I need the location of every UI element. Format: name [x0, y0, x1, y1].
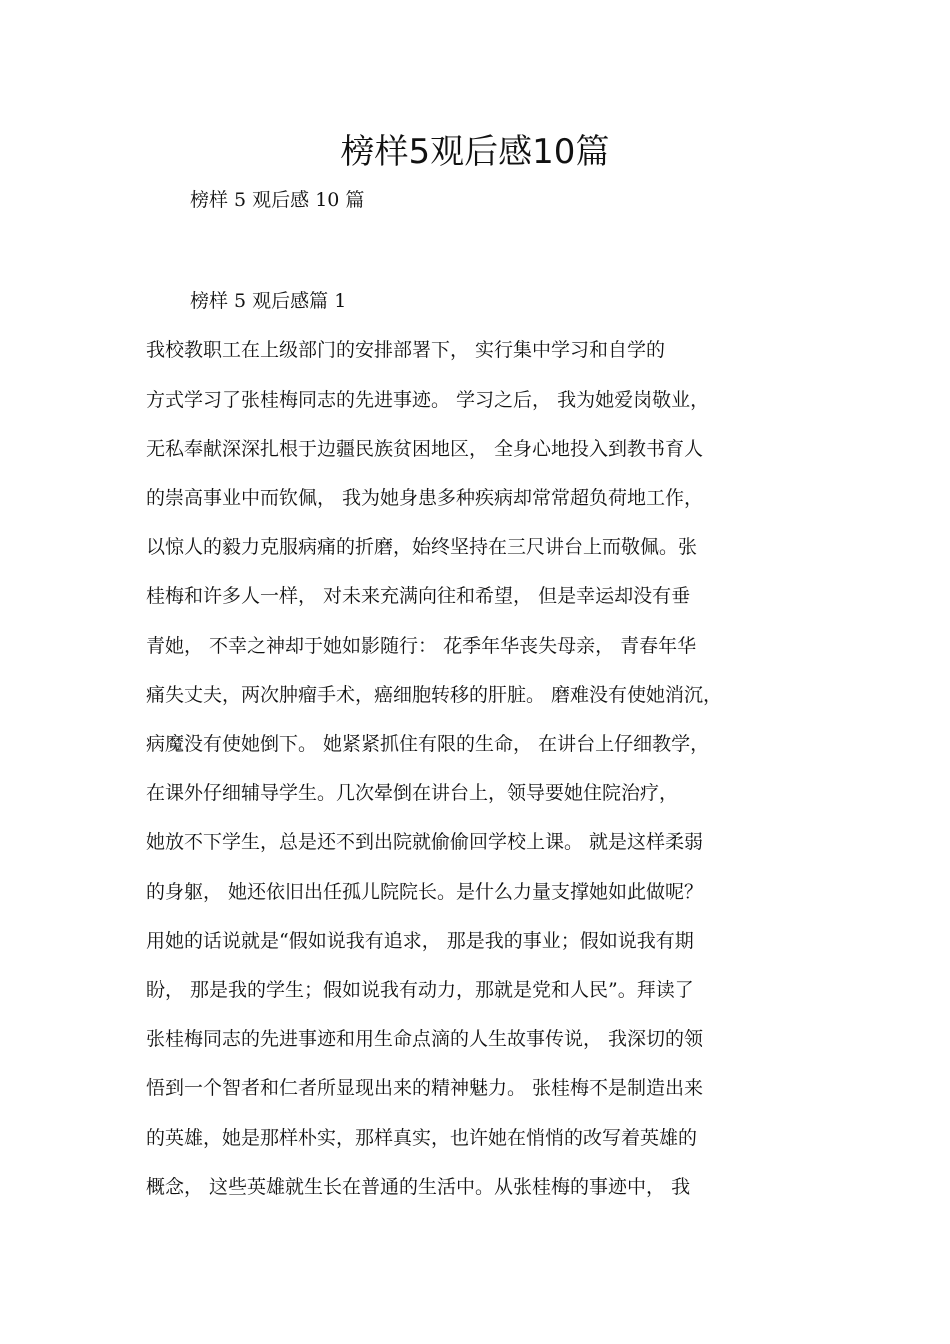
body-line: 桂梅和许多人一样， 对未来充满向往和希望， 但是幸运却没有垂: [146, 585, 691, 607]
body-line: 的英雄，她是那样朴实，那样真实，也许她在悄悄的改写着英雄的: [146, 1127, 698, 1149]
body-line: 的身躯， 她还依旧出任孤儿院院长。是什么力量支撑她如此做呢？: [146, 881, 704, 903]
document-subtitle: 榜样 5 观后感 10 篇: [190, 189, 365, 211]
body-line: 用她的话说就是“假如说我有追求， 那是我的事业；假如说我有期: [146, 930, 694, 952]
section-heading: 榜样 5 观后感篇 1: [190, 290, 347, 312]
body-line: 概念， 这些英雄就生长在普通的生活中。从张桂梅的事迹中， 我: [146, 1176, 691, 1198]
document-title: 榜样5观后感10篇: [340, 132, 610, 172]
body-line: 方式学习了张桂梅同志的先进事迹。 学习之后， 我为她爱岗敬业，: [146, 389, 710, 411]
body-line: 在课外仔细辅导学生。几次晕倒在讲台上，领导要她住院治疗，: [146, 782, 679, 804]
body-line: 悟到一个智者和仁者所显现出来的精神魅力。 张桂梅不是制造出来: [146, 1077, 704, 1099]
body-line: 盼， 那是我的学生；假如说我有动力，那就是党和人民”。拜读了: [146, 979, 694, 1001]
body-line: 无私奉献深深扎根于边疆民族贫困地区， 全身心地投入到教书育人: [146, 438, 704, 460]
body-line: 痛失丈夫，两次肿瘤手术，癌细胞转移的肝脏。 磨难没有使她消沉，: [146, 684, 723, 706]
body-line: 我校教职工在上级部门的安排部署下， 实行集中学习和自学的: [146, 339, 666, 361]
body-line: 青她， 不幸之神却于她如影随行： 花季年华丧失母亲， 青春年华: [146, 635, 697, 657]
body-line: 她放不下学生，总是还不到出院就偷偷回学校上课。 就是这样柔弱: [146, 831, 704, 853]
body-line: 病魔没有使她倒下。 她紧紧抓住有限的生命， 在讲台上仔细教学，: [146, 733, 710, 755]
body-line: 的崇高事业中而钦佩， 我为她身患多种疾病却常常超负荷地工作，: [146, 487, 704, 509]
body-line: 以惊人的毅力克服病痛的折磨，始终坚持在三尺讲台上而敬佩。张: [146, 536, 698, 558]
body-line: 张桂梅同志的先进事迹和用生命点滴的人生故事传说， 我深切的领: [146, 1028, 704, 1050]
